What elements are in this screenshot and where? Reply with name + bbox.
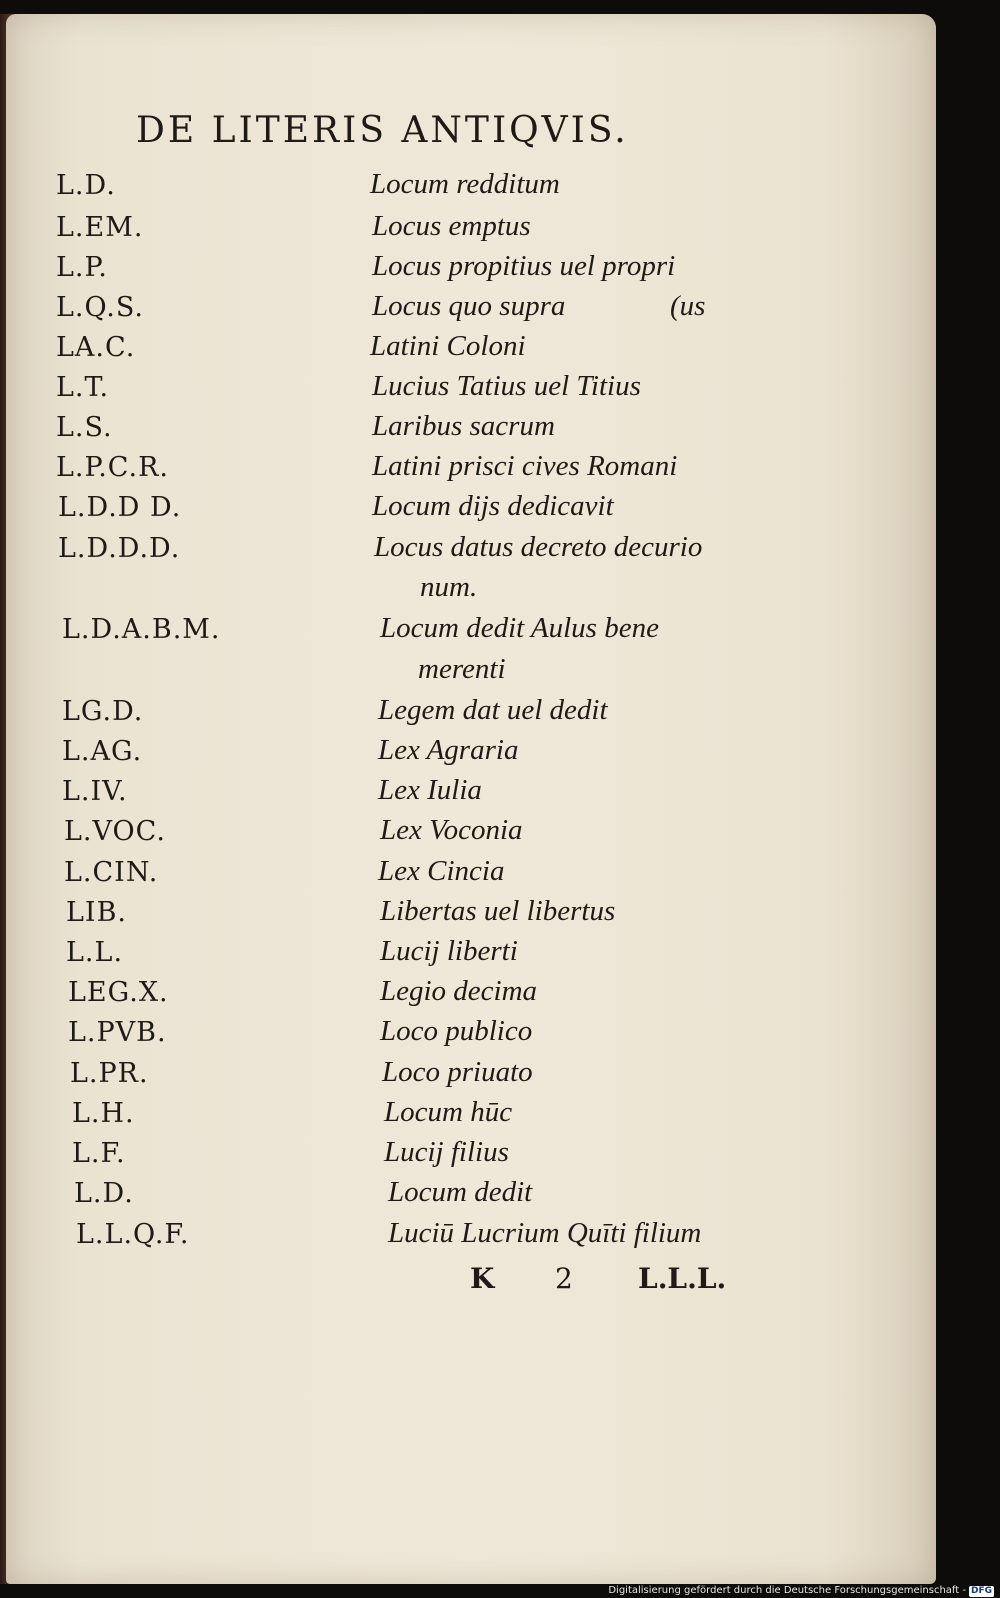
entry-expansion: Lex Cincia (378, 855, 505, 887)
footer-credit: Digitalisierung gefördert durch die Deutsche Forschungsgemeinschaft - (608, 1585, 966, 1596)
entry-abbreviation: L.D. (74, 1178, 134, 1209)
entry-abbreviation: L.D.D D. (58, 492, 182, 523)
entry-abbreviation: LIB. (66, 897, 128, 928)
entry-expansion: Lex Voconia (380, 814, 523, 846)
signature-mark: K (470, 1262, 495, 1295)
entry-abbreviation: LG.D. (62, 696, 144, 727)
entry-expansion: merenti (418, 653, 506, 685)
entry-expansion: Libertas uel libertus (380, 895, 616, 927)
entry-expansion: Lucij liberti (380, 935, 518, 967)
signature-number: 2 (555, 1262, 573, 1295)
entry-abbreviation: L.CIN. (64, 857, 159, 888)
entry-expansion: num. (420, 571, 478, 603)
entry-abbreviation: LA.C. (56, 332, 136, 363)
digitization-footer (0, 1584, 1000, 1598)
entry-expansion: Loco priuato (382, 1056, 533, 1088)
entry-expansion: Loco publico (380, 1015, 533, 1047)
entry-abbreviation: L.D.D.D. (58, 533, 181, 564)
entry-expansion: Locus quo supra (372, 290, 566, 322)
entry-expansion: Locum dedit Aulus bene (380, 612, 659, 644)
entry-abbreviation: L.Q.S. (56, 292, 145, 323)
entry-abbreviation: L.F. (72, 1138, 126, 1169)
entry-abbreviation: L.PVB. (68, 1017, 167, 1048)
entry-abbreviation: L.PR. (70, 1058, 149, 1089)
entry-expansion: Lucius Tatius uel Titius (372, 370, 641, 402)
entry-abbreviation: L.D. (56, 170, 116, 201)
entry-abbreviation: L.T. (56, 372, 110, 403)
entry-expansion: Legem dat uel dedit (378, 694, 608, 726)
entry-abbreviation: L.P.C.R. (56, 452, 169, 483)
entry-abbreviation: L.S. (56, 412, 113, 443)
entry-expansion: Locum dijs dedicavit (372, 490, 614, 522)
entry-expansion: Lex Iulia (378, 774, 482, 806)
entry-expansion: Locum dedit (388, 1176, 533, 1208)
entry-abbreviation: L.AG. (62, 736, 143, 767)
entry-abbreviation: L.D.A.B.M. (62, 614, 221, 645)
entry-expansion: Latini prisci cives Romani (372, 450, 678, 482)
dfg-logo: DFG (970, 1586, 992, 1596)
entry-expansion: Locus datus decreto decurio (374, 531, 703, 563)
entry-expansion: Locus propitius uel propri (372, 250, 676, 282)
entry-abbreviation: L.P. (56, 252, 108, 283)
entry-abbreviation: L.EM. (56, 212, 144, 243)
entry-expansion: Laribus sacrum (372, 410, 555, 442)
entry-expansion: Lucij filius (384, 1136, 509, 1168)
entry-expansion: Locus emptus (372, 210, 531, 242)
catchword: L.L.L. (638, 1262, 727, 1295)
entry-abbreviation: L.H. (72, 1098, 135, 1129)
entry-expansion: Locum redditum (370, 168, 560, 200)
entry-abbreviation: L.IV. (62, 776, 128, 807)
entry-expansion: Lex Agraria (378, 734, 519, 766)
entry-abbreviation: L.VOC. (64, 816, 166, 847)
entry-abbreviation: L.L. (66, 937, 124, 968)
entry-abbreviation: L.L.Q.F. (76, 1219, 190, 1250)
entry-expansion: Legio decima (380, 975, 538, 1007)
entry-expansion: Latini Coloni (370, 330, 526, 362)
entry-expansion-continuation: (us (670, 290, 706, 322)
entry-expansion: Locum hūc (384, 1096, 513, 1128)
entry-abbreviation: LEG.X. (68, 977, 169, 1008)
entry-expansion: Luciū Lucrium Quīti filium (388, 1217, 702, 1249)
page-header: DE LITERIS ANTIQVIS. (136, 110, 629, 151)
